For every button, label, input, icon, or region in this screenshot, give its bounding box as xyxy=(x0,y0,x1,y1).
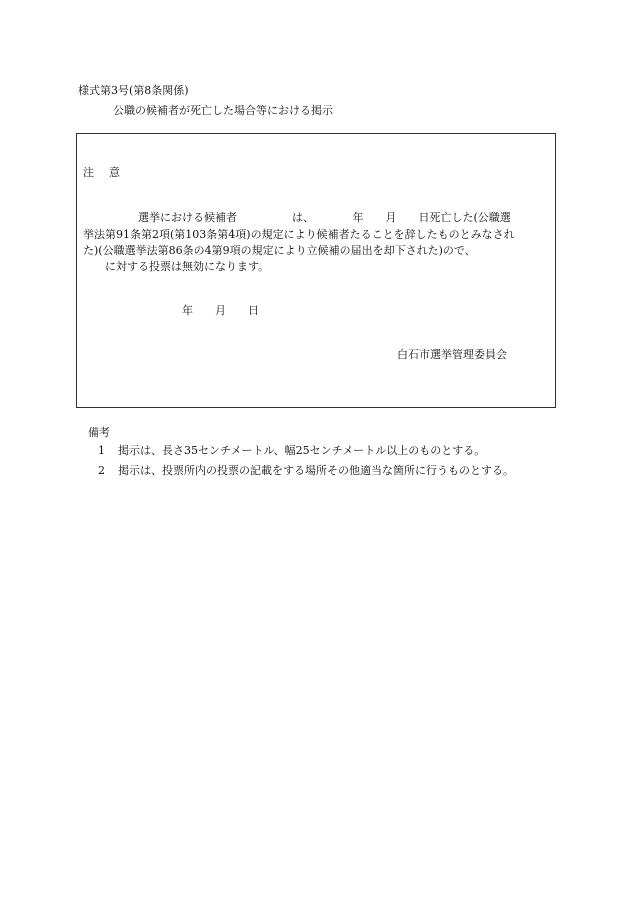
notice-heading: 注 意 xyxy=(83,166,122,179)
notice-body-line: 選挙における候補者 は、 年 月 日死亡した(公職選 xyxy=(83,211,511,224)
remark-number: 1 xyxy=(98,444,105,457)
notice-body-line: に対する投票は無効になります。 xyxy=(83,260,270,273)
form-number: 様式第3号(第8条関係) xyxy=(78,84,189,97)
document-title: 公職の候補者が死亡した場合等における掲示 xyxy=(113,104,333,117)
remark-number: 2 xyxy=(98,464,105,477)
remarks-heading: 備考 xyxy=(88,426,110,439)
notice-body-line: 挙法第91条第2項(第103条第4項)の規定により候補者たることを辞したものとみなされ xyxy=(83,228,515,241)
remark-item xyxy=(98,464,514,478)
notice-body-line: た)(公職選挙法第86条の4第9項の規定により立候補の届出を却下された)ので、 xyxy=(83,244,476,257)
notice-box xyxy=(76,133,556,408)
issuer-name: 白石市選挙管理委員会 xyxy=(397,348,507,361)
notice-date-line: 年 月 日 xyxy=(83,304,259,317)
remark-item xyxy=(98,444,485,458)
remark-text: 掲示は、投票所内の投票の記載をする場所その他適当な箇所に行うものとする。 xyxy=(118,464,514,477)
remark-text: 掲示は、長さ35センチメートル、幅25センチメートル以上のものとする。 xyxy=(118,444,486,457)
